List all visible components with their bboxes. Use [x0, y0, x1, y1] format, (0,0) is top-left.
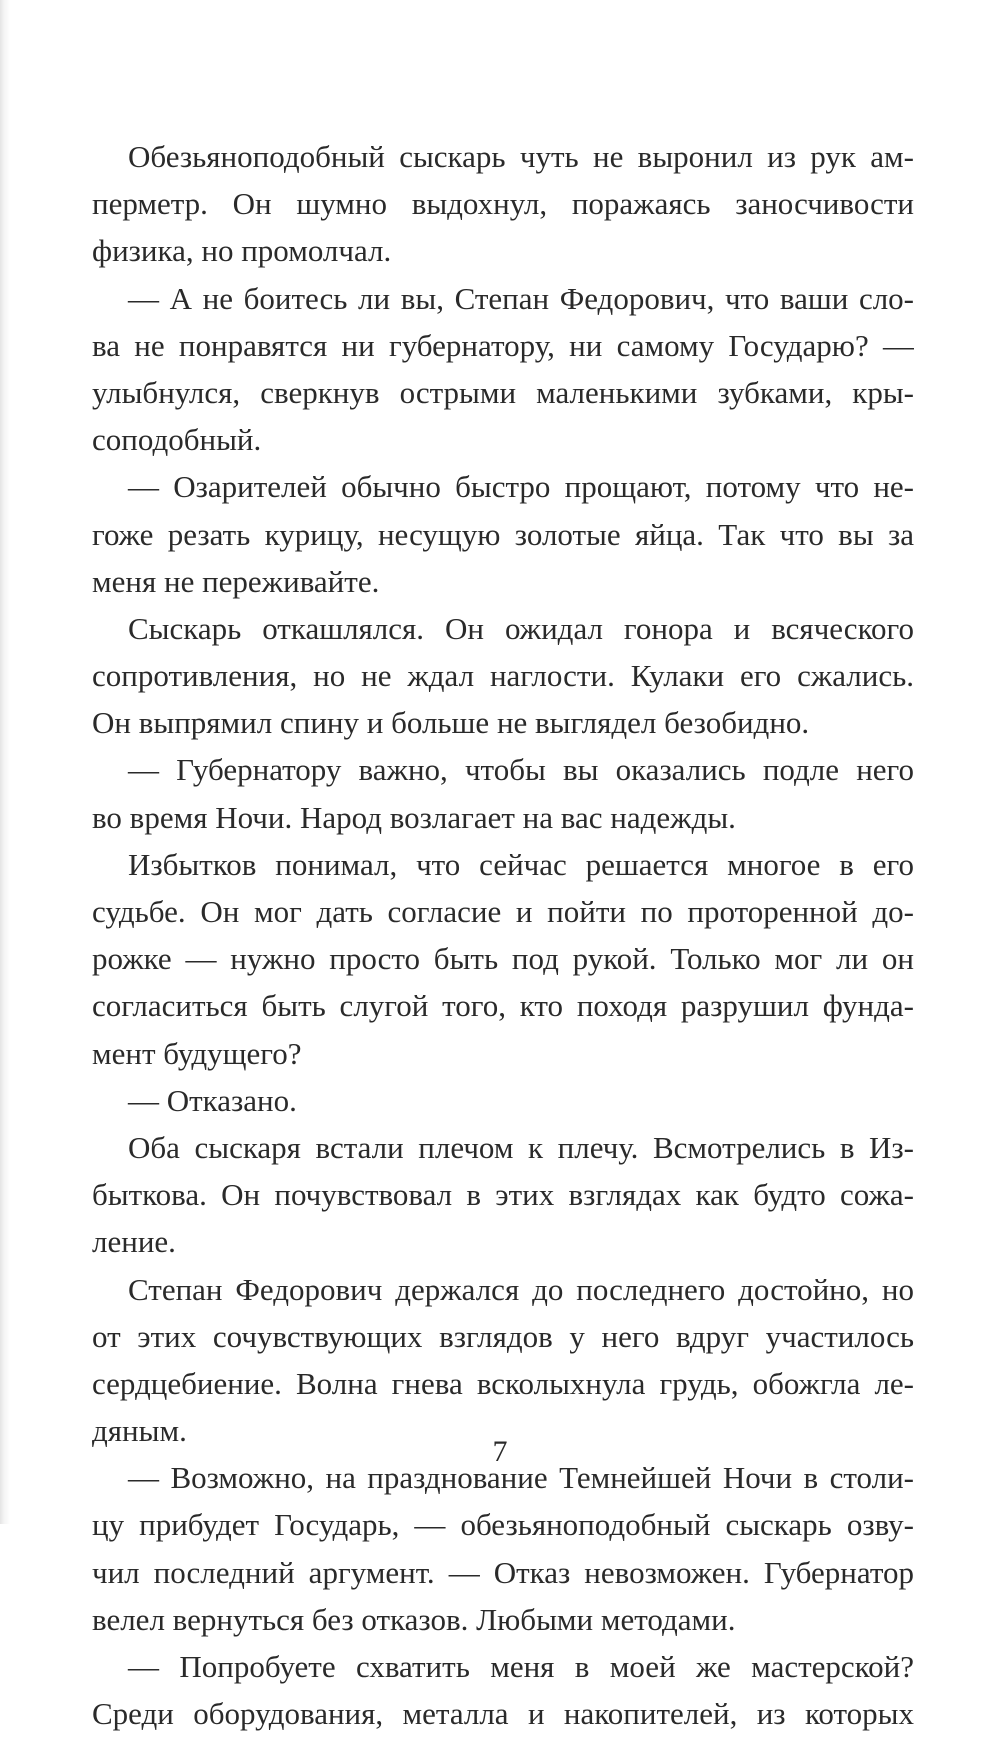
text-line: — Попробуете схватить меня в моей же мастерской?: [128, 1649, 914, 1684]
text-line: ление.: [92, 1224, 176, 1260]
text-line: Обезьяноподобный сыскарь чуть не выронил из рук ам-: [128, 139, 914, 174]
text-line: Степан Федорович держался до последнего достойно, но: [128, 1271, 914, 1307]
text-line: соподобный.: [92, 422, 262, 458]
text-line: судьбе. Он мог дать согласие и пойти по проторенной до-: [92, 894, 914, 929]
text-line: от этих сочувствующих взглядов у него вдруг участилось: [92, 1318, 914, 1354]
text-line: меня не переживайте.: [92, 563, 380, 599]
text-line: мент будущего?: [92, 1035, 302, 1071]
text-line: согласиться быть слугой того, кто походя разрушил фунда-: [92, 988, 914, 1024]
text-line: во время Ночи. Народ возлагает на вас надежды.: [92, 799, 736, 835]
text-line: сердцебиение. Волна гнева всколыхнула грудь, обожгла ле-: [92, 1365, 914, 1401]
text-line: — Возможно, на празднование Темнейшей Ночи в столи-: [128, 1460, 914, 1496]
text-line: — Озарителей обычно быстро прощают, потому что не-: [128, 469, 914, 505]
page-number: 7: [492, 1435, 508, 1468]
page-edge-shadow: [0, 0, 10, 1524]
text-line: — Отказано.: [128, 1082, 297, 1118]
text-line: Избытков понимал, что сейчас решается многое в его: [128, 846, 914, 882]
text-line: гоже резать курицу, несущую золотые яйца. Так что вы за: [92, 516, 914, 552]
text-line: ва не понравятся ни губернатору, ни самому Государю? —: [92, 327, 914, 363]
text-line: — А не боитесь ли вы, Степан Федорович, что ваши сло-: [128, 280, 914, 316]
text-line: Он выпрямил спину и больше не выглядел безобидно.: [92, 705, 810, 741]
text-line: быткова. Он почувствовал в этих взглядах как будто сожа-: [92, 1177, 914, 1213]
body-text: [92, 133, 914, 1737]
text-line: Сыскарь откашлялся. Он ожидал гонора и всяческого: [128, 610, 914, 646]
text-line: Оба сыскаря встали плечом к плечу. Всмотрелись в Из-: [128, 1129, 914, 1165]
text-line: перметр. Он шумно выдохнул, поражаясь заносчивости: [92, 186, 914, 222]
text-line: Среди оборудования, металла и накопителей, из которых: [92, 1696, 914, 1732]
text-line: велел вернуться без отказов. Любыми методами.: [92, 1601, 736, 1637]
text-line: цу прибудет Государь, — обезьяноподобный сыскарь озву-: [92, 1507, 914, 1543]
text-line: дяным.: [92, 1413, 187, 1449]
text-line: физика, но промолчал.: [92, 233, 392, 269]
text-line: сопротивления, но не ждал наглости. Кулаки его сжались.: [92, 658, 914, 694]
text-line: чил последний аргумент. — Отказ невозможен. Губернатор: [92, 1554, 914, 1590]
text-line: рожке — нужно просто быть под рукой. Только мог ли он: [92, 941, 914, 977]
text-line: улыбнулся, сверкнув острыми маленькими зубками, кры-: [92, 374, 914, 410]
text-line: — Губернатору важно, чтобы вы оказались подле него: [128, 752, 914, 788]
